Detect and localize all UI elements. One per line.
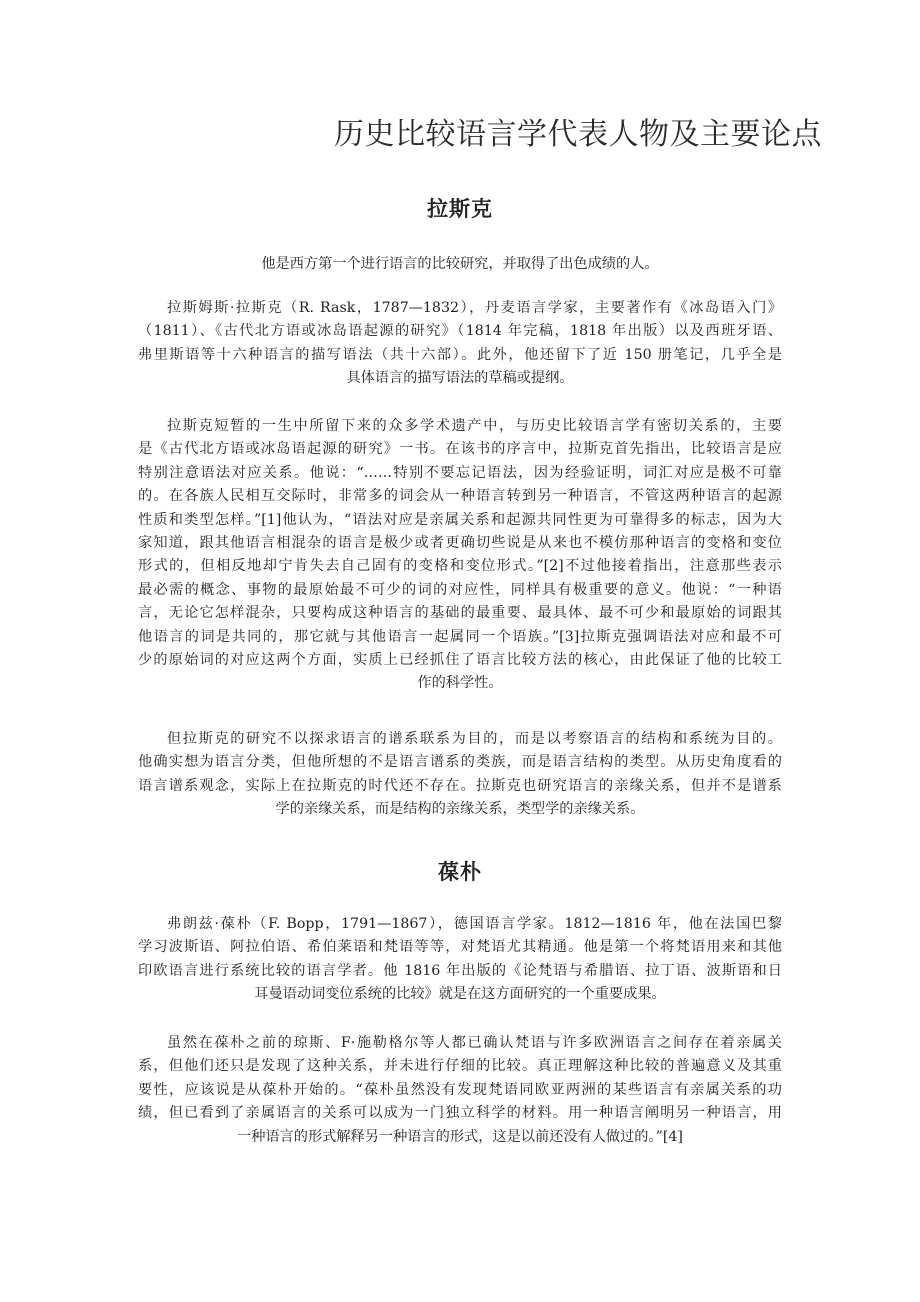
paragraph-line: 系，但他们还只是发现了这种关系，并未进行仔细的比较。真正理解这种比较的普遍意义及其重 [138, 1058, 782, 1075]
paragraph-line: 弗里斯语等十六种语言的描写语法（共十六部）。此外，他还留下了近 150 册笔记，几乎全是 [138, 346, 782, 363]
paragraph-line: 要性，应该说是从葆朴开始的。“葆朴虽然没有发现梵语同欧亚两洲的某些语言有亲属关系的功 [138, 1081, 782, 1098]
paragraph-line: 学习波斯语、阿拉伯语、希伯莱语和梵语等等，对梵语尤其精通。他是第一个将梵语用来和其他 [138, 939, 782, 956]
paragraph-line: 他确实想为语言分类，但他所想的不是语言谱系的类族，而是语言结构的类型。从历史角度看的 [138, 754, 782, 771]
paragraph-line: 是《古代北方语或冰岛语起源的研究》一书。在该书的序言中，拉斯克首先指出，比较语言是应 [138, 441, 782, 458]
paragraph-line: 具体语言的描写语法的草稿或提纲。 [346, 370, 574, 387]
paragraph-line: 作的科学性。 [417, 675, 503, 692]
paragraph-line: 虽然在葆朴之前的琼斯、F·施勒格尔等人都已确认梵语与许多欧洲语言之间存在着亲属关 [167, 1035, 782, 1051]
paragraph-rask-bio [138, 297, 782, 391]
paragraph-line: 弗朗兹·葆朴（F. Bopp，1791—1867），德国语言学家。1812—1816 年，他在法国巴黎 [167, 916, 782, 932]
document-title: 历史比较语言学代表人物及主要论点 [334, 117, 822, 152]
paragraph-line: 的。在各族人民相互交际时，非常多的词会从一种语言转到另一种语言，不管这两种语言的起源 [138, 488, 782, 505]
paragraph-line: （1811）、《古代北方语或冰岛语起源的研究》（1814 年完稿，1818 年出版）以及西班牙语、 [138, 323, 782, 340]
paragraph-line: 家知道，跟其他语言相混杂的语言是极少或者更确切些说是从来也不模仿那种语言的变格和变位 [138, 535, 782, 552]
section-heading-rask: 拉斯克 [427, 197, 493, 221]
paragraph-line: 他语言的词是共同的，那它就与其他语言一起属同一个语族。”[3]拉斯克强调语法对应和最不可 [138, 628, 782, 645]
paragraph-line: 性质和类型怎样。”[1]他认为，“语法对应是亲属关系和起源共同性更为可靠得多的标志，因为大 [138, 511, 782, 528]
section-heading-bopp: 葆朴 [438, 860, 482, 884]
paragraph-line: 印欧语言进行系统比较的语言学者。他 1816 年出版的《论梵语与希腊语、拉丁语、波斯语和日 [138, 962, 782, 979]
paragraph-line: 最必需的概念、事物的最原始最不可少的词的对应性，同样具有极重要的意义。他说：“一种语 [138, 581, 782, 598]
paragraph-line: 拉斯克短暂的一生中所留下来的众多学术遗产中，与历史比较语言学有密切关系的，主要 [167, 418, 782, 434]
paragraph-line: 一种语言的形式解释另一种语言的形式，这是以前还没有人做过的。”[4] [237, 1128, 683, 1145]
paragraph-line: 学的亲缘关系，而是结构的亲缘关系，类型学的亲缘关系。 [275, 801, 645, 818]
paragraph-line: 特别注意语法对应关系。他说：“……特别不要忘记语法，因为经验证明，词汇对应是极不可靠 [138, 464, 782, 481]
paragraph-rask-intro [138, 253, 782, 276]
paragraph-rask-typology [138, 728, 782, 822]
paragraph-line: 耳曼语动词变位系统的比较》就是在这方面研究的一个重要成果。 [254, 986, 666, 1003]
paragraph-bopp-contribution [138, 1032, 782, 1149]
paragraph-line: 言，无论它怎样混杂，只要构成这种语言的基础的最重要、最具体、最不可少和最原始的词跟其 [138, 605, 782, 622]
paragraph-line: 语言谱系观念，实际上在拉斯克的时代还不存在。拉斯克也研究语言的亲缘关系，但并不是谱系 [138, 777, 782, 794]
paragraph-line: 但拉斯克的研究不以探求语言的谱系联系为目的，而是以考察语言的结构和系统为目的。 [167, 731, 782, 747]
paragraph-line: 少的原始词的对应这两个方面，实质上已经抓住了语言比较方法的核心，由此保证了他的比较工 [138, 652, 782, 669]
paragraph-rask-grammar [138, 415, 782, 696]
paragraph-line: 拉斯姆斯·拉斯克（R. Rask，1787—1832），丹麦语言学家，主要著作有《冰岛语入门》 [167, 300, 782, 316]
paragraph-line: 绩，但已看到了亲属语言的关系可以成为一门独立科学的材料。用一种语言阐明另一种语言，用 [138, 1105, 782, 1122]
paragraph-line: 形式的，但相反地却宁肯失去自己固有的变格和变位形式。”[2]不过他接着指出，注意那些表示 [138, 558, 782, 575]
paragraph-line: 他是西方第一个进行语言的比较研究，并取得了出色成绩的人。 [261, 256, 659, 272]
paragraph-bopp-bio [138, 913, 782, 1007]
